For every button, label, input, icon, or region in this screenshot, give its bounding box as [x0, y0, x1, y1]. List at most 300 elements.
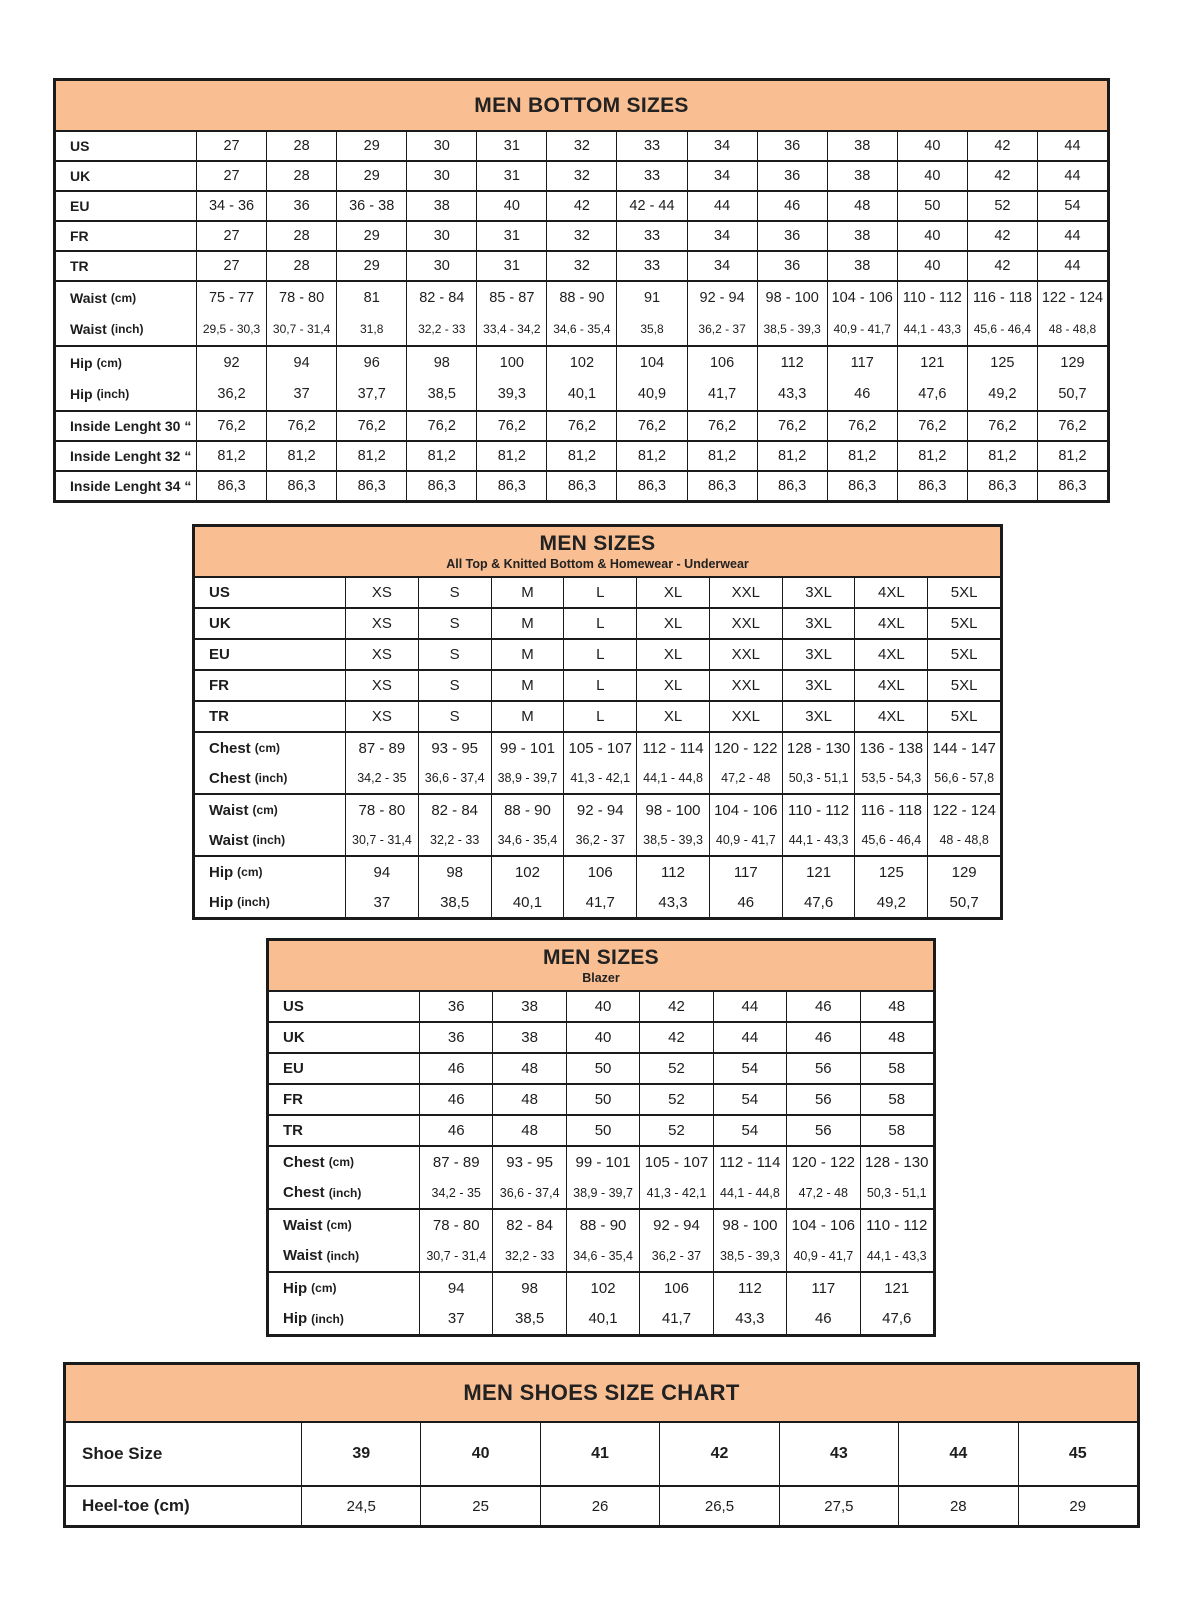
table-cell: 88 - 90	[491, 795, 564, 825]
men-sizes-tops-table	[192, 524, 1003, 920]
table-cell: S	[418, 702, 491, 731]
table-cell: 33	[616, 222, 686, 250]
table-cell: 81,2	[476, 442, 546, 470]
row-group	[56, 470, 1107, 500]
row-label-text: Hip	[209, 893, 234, 911]
table-cell: 44,1 - 43,3	[782, 825, 855, 855]
table-row	[269, 1085, 933, 1114]
table-cell: 78 - 80	[419, 1210, 492, 1241]
table-cell: 32,2 - 33	[406, 314, 476, 346]
table-cell: 100	[476, 347, 546, 379]
table-cell: 76,2	[266, 412, 336, 440]
table-cell: 54	[1037, 192, 1107, 220]
table-cell: 56	[786, 1085, 859, 1114]
row-label	[56, 192, 196, 220]
row-label	[195, 578, 345, 607]
table-cell: 38	[827, 132, 897, 160]
table-title-bar	[195, 527, 1000, 578]
table-row	[195, 825, 1000, 855]
table-cell: 4XL	[854, 609, 927, 638]
table-cell: 121	[782, 857, 855, 887]
row-label-text: Waist	[283, 1247, 323, 1265]
table-cell: 50,7	[927, 887, 1000, 917]
row-label	[56, 472, 196, 500]
table-cell: 78 - 80	[345, 795, 418, 825]
table-cell: 104 - 106	[827, 282, 897, 314]
table-row	[66, 1423, 1137, 1485]
table-row	[56, 472, 1107, 500]
table-cell: 48	[492, 1085, 565, 1114]
table-cell: 92	[196, 347, 266, 379]
table-cell: 82 - 84	[406, 282, 476, 314]
table-row	[56, 412, 1107, 440]
row-label-text: Hip	[209, 863, 234, 881]
table-row	[195, 609, 1000, 638]
table-cell: XL	[636, 640, 709, 669]
table-cell: 81,2	[1037, 442, 1107, 470]
table-cell: XL	[636, 609, 709, 638]
row-label-text: US	[283, 998, 304, 1015]
table-cell: 34 - 36	[196, 192, 266, 220]
table-cell: 36	[419, 1023, 492, 1052]
table-cell: 76,2	[336, 412, 406, 440]
table-title-bar	[56, 81, 1107, 132]
row-label	[195, 702, 345, 731]
row-label	[195, 887, 345, 917]
table-cell: 40	[897, 162, 967, 190]
table-cell: 106	[639, 1273, 712, 1304]
table-row	[66, 1487, 1137, 1525]
row-label	[56, 379, 196, 411]
table-cell: XXL	[709, 578, 782, 607]
table-cell: 29,5 - 30,3	[196, 314, 266, 346]
row-label-unit: (cm)	[328, 1155, 355, 1170]
table-cell: 29	[336, 162, 406, 190]
row-label-text: US	[70, 138, 90, 154]
table-row	[195, 671, 1000, 700]
table-body	[66, 1423, 1137, 1525]
table-cell: 104	[616, 347, 686, 379]
table-row	[56, 192, 1107, 220]
row-label-unit: (cm)	[326, 1218, 352, 1233]
table-cell: 30	[406, 162, 476, 190]
row-label-text: Chest	[209, 739, 251, 757]
row-label-text: Shoe Size	[82, 1444, 163, 1463]
table-cell: 48	[860, 992, 933, 1021]
row-label	[56, 222, 196, 250]
table-cell: 33	[616, 252, 686, 280]
table-cell: M	[491, 640, 564, 669]
table-body	[56, 132, 1107, 500]
table-cell: S	[418, 578, 491, 607]
table-cell: 38,5 - 39,3	[713, 1241, 786, 1272]
table-cell: 3XL	[782, 578, 855, 607]
table-cell: 86,3	[546, 472, 616, 500]
table-cell: 54	[713, 1085, 786, 1114]
table-cell: 28	[266, 222, 336, 250]
table-cell: 37,7	[336, 379, 406, 411]
row-label-text: UK	[283, 1029, 305, 1046]
table-cell: 5XL	[927, 702, 1000, 731]
table-cell: XL	[636, 578, 709, 607]
table-cell: 44,1 - 43,3	[860, 1241, 933, 1272]
row-label-text: TR	[283, 1122, 303, 1139]
table-cell: 136 - 138	[854, 733, 927, 763]
row-label-unit: (inch)	[252, 833, 286, 847]
table-cell: 86,3	[827, 472, 897, 500]
table-cell: 36 - 38	[336, 192, 406, 220]
table-cell: 54	[713, 1116, 786, 1145]
table-row	[269, 1178, 933, 1209]
table-cell: 86,3	[336, 472, 406, 500]
table-cell: 121	[897, 347, 967, 379]
table-cell: 102	[546, 347, 616, 379]
table-cell: 116 - 118	[854, 795, 927, 825]
table-cell: 29	[336, 252, 406, 280]
table-cell: 36,2 - 37	[639, 1241, 712, 1272]
table-cell: 82 - 84	[418, 795, 491, 825]
table-cell: 102	[566, 1273, 639, 1304]
row-label	[269, 1147, 419, 1178]
table-cell: 36	[266, 192, 336, 220]
table-cell: 30	[406, 252, 476, 280]
table-cell: 31,8	[336, 314, 406, 346]
table-cell: 99 - 101	[566, 1147, 639, 1178]
row-label-text: Waist	[283, 1216, 323, 1234]
table-cell: S	[418, 609, 491, 638]
table-cell: 81,2	[546, 442, 616, 470]
row-label	[56, 347, 196, 379]
table-cell: 46	[419, 1116, 492, 1145]
table-row	[56, 252, 1107, 280]
table-cell: S	[418, 640, 491, 669]
table-row	[195, 887, 1000, 917]
table-cell: 30,7 - 31,4	[266, 314, 336, 346]
table-cell: 40	[897, 252, 967, 280]
table-cell: 99 - 101	[491, 733, 564, 763]
table-cell: 48 - 48,8	[1037, 314, 1107, 346]
table-cell: 46	[757, 192, 827, 220]
table-cell: 47,6	[860, 1304, 933, 1335]
table-cell: 50	[566, 1085, 639, 1114]
row-group	[195, 669, 1000, 700]
table-cell: 92 - 94	[563, 795, 636, 825]
row-label	[195, 795, 345, 825]
table-cell: 98	[406, 347, 476, 379]
row-label-text: Chest	[283, 1153, 325, 1171]
table-cell: 47,6	[782, 887, 855, 917]
table-cell: 38	[492, 1023, 565, 1052]
table-cell: 49,2	[967, 379, 1037, 411]
table-cell: 4XL	[854, 640, 927, 669]
table-cell: 88 - 90	[546, 282, 616, 314]
table-cell: XL	[636, 702, 709, 731]
table-cell: 110 - 112	[782, 795, 855, 825]
table-cell: 76,2	[897, 412, 967, 440]
table-cell: 81,2	[406, 442, 476, 470]
table-cell: 76,2	[757, 412, 827, 440]
table-cell: 3XL	[782, 671, 855, 700]
table-cell: 50,3 - 51,1	[860, 1178, 933, 1209]
table-cell: 38,5	[492, 1304, 565, 1335]
table-cell: 35,8	[616, 314, 686, 346]
table-cell: 46	[786, 1304, 859, 1335]
table-cell: 106	[687, 347, 757, 379]
table-cell: 53,5 - 54,3	[854, 763, 927, 793]
table-cell: 129	[927, 857, 1000, 887]
table-cell: 86,3	[897, 472, 967, 500]
table-cell: 29	[336, 132, 406, 160]
table-cell: 38,9 - 39,7	[491, 763, 564, 793]
row-label-unit: (inch)	[328, 1185, 362, 1200]
row-label	[56, 412, 196, 440]
table-row	[269, 1304, 933, 1335]
row-group	[195, 638, 1000, 669]
table-cell: 34	[687, 162, 757, 190]
row-group	[269, 1145, 933, 1208]
row-label-text: FR	[70, 228, 89, 244]
table-cell: 86,3	[266, 472, 336, 500]
table-cell: 44	[1037, 162, 1107, 190]
table-cell: 106	[563, 857, 636, 887]
table-cell: 41	[540, 1423, 659, 1485]
table-cell: 128 - 130	[860, 1147, 933, 1178]
table-cell: 38,5	[418, 887, 491, 917]
table-cell: 3XL	[782, 702, 855, 731]
table-cell: 98	[418, 857, 491, 887]
table-cell: 40	[897, 222, 967, 250]
table-cell: 27	[196, 222, 266, 250]
table-cell: 44	[713, 1023, 786, 1052]
table-cell: 58	[860, 1116, 933, 1145]
table-cell: 47,6	[897, 379, 967, 411]
table-cell: 36,2 - 37	[563, 825, 636, 855]
table-cell: 94	[266, 347, 336, 379]
table-cell: 40	[420, 1423, 539, 1485]
table-cell: 40,9	[616, 379, 686, 411]
table-row	[56, 379, 1107, 411]
table-cell: 76,2	[687, 412, 757, 440]
table-body	[269, 992, 933, 1334]
table-cell: 56,6 - 57,8	[927, 763, 1000, 793]
row-label-unit: (cm)	[237, 865, 263, 879]
table-cell: 86,3	[687, 472, 757, 500]
table-cell: 47,2 - 48	[786, 1178, 859, 1209]
row-label	[269, 1023, 419, 1052]
row-label-text: Chest	[283, 1184, 325, 1202]
table-cell: 48	[860, 1023, 933, 1052]
table-cell: 45,6 - 46,4	[854, 825, 927, 855]
table-cell: 49,2	[854, 887, 927, 917]
table-cell: 33	[616, 132, 686, 160]
row-label	[195, 733, 345, 763]
table-cell: 82 - 84	[492, 1210, 565, 1241]
table-cell: 41,3 - 42,1	[639, 1178, 712, 1209]
men-shoes-size-chart-table	[63, 1362, 1140, 1528]
row-label	[56, 442, 196, 470]
table-row	[195, 733, 1000, 763]
table-cell: 34	[687, 252, 757, 280]
row-label	[269, 1054, 419, 1083]
table-cell: 56	[786, 1054, 859, 1083]
table-cell: 120 - 122	[709, 733, 782, 763]
table-row	[269, 992, 933, 1021]
row-label-unit: (cm)	[311, 1281, 337, 1296]
table-cell: 46	[419, 1054, 492, 1083]
table-cell: 5XL	[927, 578, 1000, 607]
table-cell: 98 - 100	[757, 282, 827, 314]
table-cell: 94	[345, 857, 418, 887]
row-group	[56, 160, 1107, 190]
table-cell: 42	[967, 132, 1037, 160]
table-cell: 3XL	[782, 640, 855, 669]
table-cell: 92 - 94	[687, 282, 757, 314]
table-cell: 40	[897, 132, 967, 160]
row-label-text: Waist	[70, 289, 107, 306]
table-cell: 39	[301, 1423, 420, 1485]
table-cell: 32,2 - 33	[418, 825, 491, 855]
table-row	[56, 347, 1107, 379]
table-cell: 87 - 89	[345, 733, 418, 763]
table-cell: 87 - 89	[419, 1147, 492, 1178]
table-cell: 40	[476, 192, 546, 220]
table-cell: L	[563, 578, 636, 607]
table-cell: L	[563, 702, 636, 731]
row-group	[56, 345, 1107, 410]
table-cell: 38	[406, 192, 476, 220]
table-cell: 26,5	[659, 1487, 778, 1525]
table-cell: 86,3	[406, 472, 476, 500]
table-cell: 110 - 112	[897, 282, 967, 314]
table-cell: 46	[827, 379, 897, 411]
table-cell: XXL	[709, 671, 782, 700]
table-title: MEN SIZES	[543, 945, 659, 969]
row-label	[269, 1241, 419, 1272]
table-cell: 86,3	[196, 472, 266, 500]
table-cell: 104 - 106	[786, 1210, 859, 1241]
table-subtitle: Blazer	[582, 971, 620, 986]
table-title: MEN SHOES SIZE CHART	[463, 1379, 740, 1405]
table-cell: XL	[636, 671, 709, 700]
table-row	[195, 578, 1000, 607]
table-cell: 40,9 - 41,7	[827, 314, 897, 346]
table-cell: 45,6 - 46,4	[967, 314, 1037, 346]
table-cell: 31	[476, 132, 546, 160]
table-cell: 32	[546, 252, 616, 280]
table-cell: 34,2 - 35	[345, 763, 418, 793]
table-cell: 30,7 - 31,4	[345, 825, 418, 855]
row-group	[195, 578, 1000, 607]
table-title-bar	[269, 941, 933, 992]
table-cell: 117	[827, 347, 897, 379]
table-cell: 81,2	[897, 442, 967, 470]
table-cell: 76,2	[616, 412, 686, 440]
table-row	[195, 640, 1000, 669]
table-cell: 36	[757, 252, 827, 280]
row-label	[269, 992, 419, 1021]
row-label	[269, 1273, 419, 1304]
table-cell: 117	[709, 857, 782, 887]
table-title-bar	[66, 1365, 1137, 1423]
table-row	[269, 1116, 933, 1145]
row-group	[56, 280, 1107, 345]
table-cell: 38	[492, 992, 565, 1021]
table-cell: 112 - 114	[636, 733, 709, 763]
table-cell: 36	[757, 162, 827, 190]
table-cell: 34,6 - 35,4	[566, 1241, 639, 1272]
row-group	[195, 855, 1000, 917]
table-cell: 76,2	[546, 412, 616, 440]
row-label	[269, 1085, 419, 1114]
row-label-unit: (inch)	[254, 771, 288, 785]
table-cell: 76,2	[406, 412, 476, 440]
row-group	[269, 1208, 933, 1271]
table-cell: 88 - 90	[566, 1210, 639, 1241]
table-row	[269, 1273, 933, 1304]
table-cell: 41,7	[687, 379, 757, 411]
row-label	[195, 671, 345, 700]
table-cell: 27,5	[779, 1487, 898, 1525]
table-cell: 81,2	[687, 442, 757, 470]
row-group	[195, 731, 1000, 793]
table-cell: L	[563, 640, 636, 669]
table-cell: 5XL	[927, 671, 1000, 700]
table-row	[195, 702, 1000, 731]
table-row	[195, 857, 1000, 887]
table-cell: 36	[419, 992, 492, 1021]
table-cell: 112	[757, 347, 827, 379]
table-cell: 91	[616, 282, 686, 314]
row-label-text: Inside Lenght 32 “	[70, 448, 192, 464]
table-cell: XS	[345, 671, 418, 700]
table-cell: 40	[566, 1023, 639, 1052]
table-cell: 31	[476, 162, 546, 190]
table-cell: 42	[967, 222, 1037, 250]
table-cell: 43,3	[636, 887, 709, 917]
row-label-unit: (cm)	[252, 803, 278, 817]
table-cell: 76,2	[967, 412, 1037, 440]
table-cell: 34	[687, 222, 757, 250]
table-cell: 40,1	[566, 1304, 639, 1335]
table-cell: 92 - 94	[639, 1210, 712, 1241]
table-cell: 32	[546, 162, 616, 190]
table-cell: 81,2	[266, 442, 336, 470]
row-group	[269, 992, 933, 1021]
row-group	[269, 1083, 933, 1114]
table-cell: 144 - 147	[927, 733, 1000, 763]
row-label-text: Waist	[70, 321, 107, 338]
table-row	[56, 222, 1107, 250]
table-cell: 58	[860, 1054, 933, 1083]
row-label-text: Inside Lenght 30 “	[70, 418, 192, 434]
row-label-text: Hip	[283, 1310, 308, 1328]
table-cell: 81,2	[196, 442, 266, 470]
row-label	[195, 763, 345, 793]
table-cell: 30	[406, 132, 476, 160]
table-cell: 43,3	[757, 379, 827, 411]
table-row	[56, 442, 1107, 470]
table-cell: 81,2	[616, 442, 686, 470]
row-label-text: EU	[209, 646, 230, 663]
table-title: MEN BOTTOM SIZES	[474, 93, 689, 117]
table-cell: 33	[616, 162, 686, 190]
table-cell: 52	[967, 192, 1037, 220]
table-row	[56, 132, 1107, 160]
row-group	[56, 410, 1107, 440]
row-label-unit: (cm)	[110, 290, 137, 305]
table-cell: 76,2	[476, 412, 546, 440]
table-cell: 105 - 107	[639, 1147, 712, 1178]
